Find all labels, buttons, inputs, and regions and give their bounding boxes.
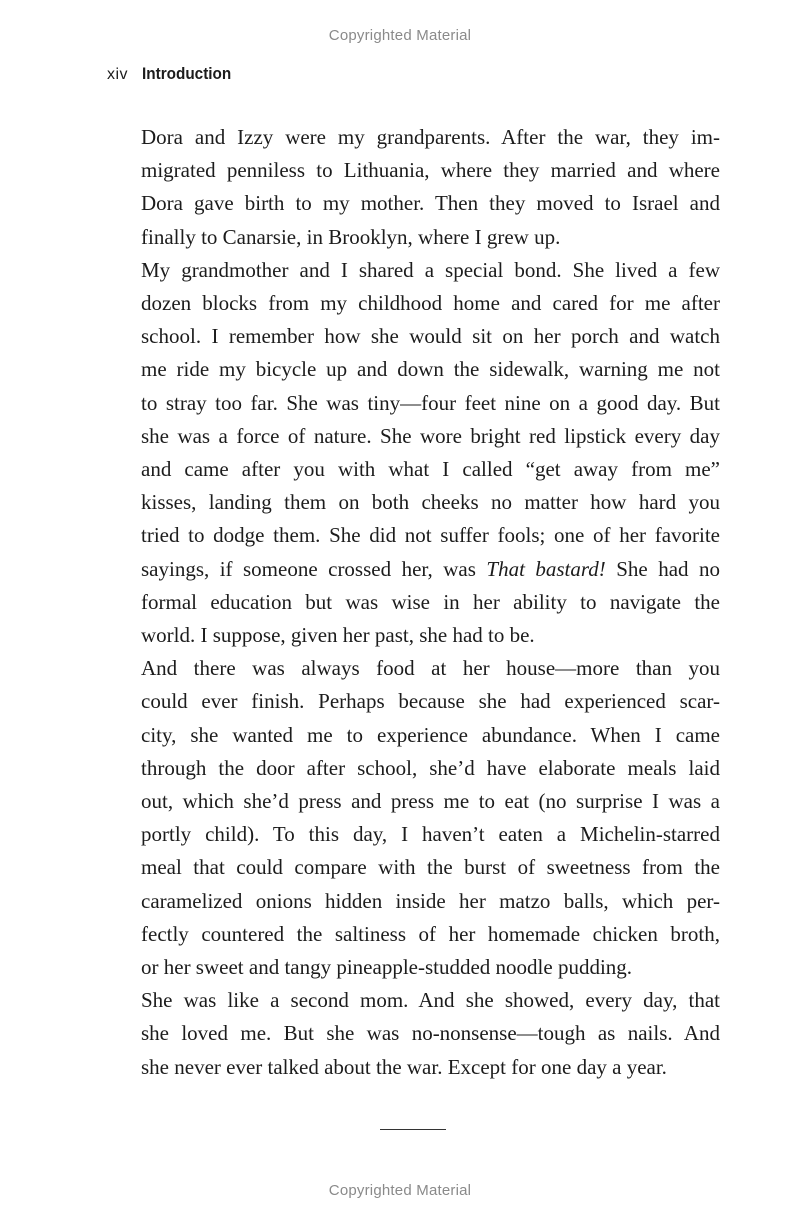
copyright-watermark-top: Copyrighted Material bbox=[328, 27, 472, 44]
text-line: formal education but was wise in her ability to navigate the bbox=[141, 589, 720, 614]
paragraph-4 bbox=[107, 984, 720, 1084]
italic-phrase: That bastard! bbox=[486, 556, 606, 581]
section-break-rule bbox=[380, 1129, 446, 1130]
text-line: portly child). To this day, I haven’t eaten a Michelin-starred bbox=[141, 822, 720, 847]
text-line: fectly countered the saltiness of her homemade chicken broth, bbox=[141, 921, 720, 946]
text-line: And there was always food at her house—more than you bbox=[141, 656, 720, 681]
page-number: xiv bbox=[107, 66, 129, 83]
text-line: and came after you with what I called “get away from me” bbox=[141, 457, 720, 482]
text-segment: She had no bbox=[605, 556, 720, 581]
text-line: she loved me. But she was no-nonsense—tough as nails. And bbox=[141, 1021, 720, 1046]
text-line: Dora and Izzy were my grandparents. After the war, they im- bbox=[141, 125, 720, 149]
body-text bbox=[107, 121, 720, 1084]
running-head bbox=[107, 64, 241, 84]
text-line: school. I remember how she would sit on her porch and watch bbox=[141, 324, 720, 349]
text-line: migrated penniless to Lithuania, where they married and where bbox=[141, 158, 720, 183]
text-line: to stray too far. She was tiny—four feet nine on a good day. But bbox=[141, 390, 720, 415]
text-line: or her sweet and tangy pineapple-studded noodle pudding. bbox=[141, 955, 633, 980]
text-line: My grandmother and I shared a special bond. She lived a few bbox=[141, 257, 720, 282]
text-line: city, she wanted me to experience abundance. When I came bbox=[141, 722, 720, 747]
paragraph-1 bbox=[107, 121, 720, 254]
text-segment: sayings, if someone crossed her, was bbox=[141, 556, 487, 581]
copyright-watermark-bottom: Copyrighted Material bbox=[328, 1182, 472, 1199]
text-line: she was a force of nature. She wore bright red lipstick every day bbox=[141, 423, 720, 448]
text-line: she never ever talked about the war. Except for one day a year. bbox=[141, 1054, 667, 1079]
text-line: me ride my bicycle up and down the sidewalk, warning me not bbox=[141, 357, 720, 382]
text-line bbox=[107, 553, 720, 586]
paragraph-2 bbox=[107, 254, 720, 652]
text-line: kisses, landing them on both cheeks no matter how hard you bbox=[141, 490, 720, 515]
section-title: Introduction bbox=[142, 64, 232, 83]
paragraph-3 bbox=[107, 652, 720, 984]
text-line: out, which she’d press and press me to eat (no surprise I was a bbox=[141, 789, 720, 814]
text-line: dozen blocks from my childhood home and cared for me after bbox=[141, 291, 720, 316]
text-line: through the door after school, she’d have elaborate meals laid bbox=[141, 755, 720, 780]
text-line: caramelized onions hidden inside her matzo balls, which per- bbox=[141, 888, 720, 913]
text-line: She was like a second mom. And she showed, every day, that bbox=[141, 988, 720, 1013]
text-line: meal that could compare with the burst of sweetness from the bbox=[141, 855, 720, 880]
text-line: finally to Canarsie, in Brooklyn, where I grew up. bbox=[141, 224, 561, 249]
text-line: world. I suppose, given her past, she had to be. bbox=[141, 623, 535, 648]
text-line: could ever finish. Perhaps because she had experienced scar- bbox=[141, 689, 720, 714]
text-line: Dora gave birth to my mother. Then they moved to Israel and bbox=[141, 191, 720, 216]
text-line: tried to dodge them. She did not suffer fools; one of her favorite bbox=[141, 523, 720, 548]
